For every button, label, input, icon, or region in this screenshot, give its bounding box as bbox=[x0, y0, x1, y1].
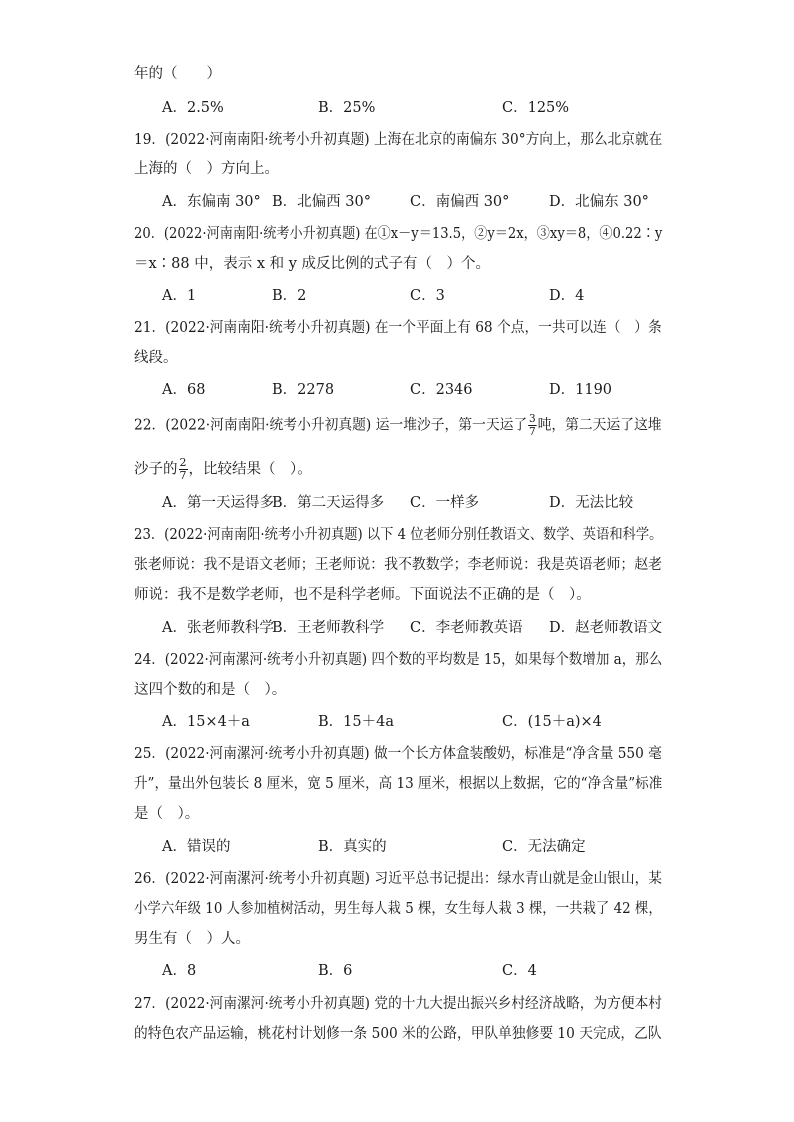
q22-option-d: D．无法比较 bbox=[549, 495, 634, 511]
q26-line-3: 男生有（ ）人。 bbox=[134, 931, 250, 947]
q24-line-2: 这四个数的和是（ ）。 bbox=[134, 682, 287, 698]
q23-option-b: B．王老师教科学 bbox=[272, 620, 385, 636]
q25-option-b: B．真实的 bbox=[318, 839, 387, 855]
q23-option-a: A．张老师教科学 bbox=[162, 620, 274, 636]
fraction-denominator: 7 bbox=[179, 469, 187, 482]
fraction-three-sevenths bbox=[528, 413, 537, 438]
fraction-numerator: 2 bbox=[179, 456, 187, 469]
q25-line-1: 25．(2022·河南漯河·统考小升初真题) 做一个长方体盒装酸奶，标准是“净含量 550 毫 bbox=[134, 746, 662, 762]
q22-line-2-start: 沙子的 bbox=[134, 461, 178, 478]
q22-option-c: C．一样多 bbox=[410, 495, 480, 511]
q23-line-3: 师说：我不是数学老师，也不是科学老师。下面说法不正确的是（ ）。 bbox=[134, 587, 591, 603]
q26-option-b: B．6 bbox=[318, 963, 353, 979]
q20-line-1: 20．(2022·河南南阳·统考小升初真题) 在①x－y＝13.5，②y＝2x，③xy＝8，④0.22∶y bbox=[134, 226, 663, 242]
q23-option-c: C．李老师教英语 bbox=[410, 620, 523, 636]
q19-line-1: 19．(2022·河南南阳·统考小升初真题) 上海在北京的南偏东 30°方向上，那么北京就在 bbox=[134, 132, 663, 148]
q20-line-2: ＝x∶88 中，表示 x 和 y 成反比例的式子有（ ）个。 bbox=[134, 256, 491, 272]
q24-option-c: C．(15＋a)×4 bbox=[502, 714, 602, 730]
q26-line-2: 小学六年级 10 人参加植树活动，男生每人栽 5 棵，女生每人栽 3 棵，一共栽了 42 棵， bbox=[134, 901, 662, 917]
q20-option-b: B．2 bbox=[272, 288, 307, 304]
q19-line-2: 上海的（ ）方向上。 bbox=[134, 161, 279, 177]
q19-option-a: A．东偏南 30° bbox=[162, 194, 261, 210]
q23-option-d: D．赵老师教语文 bbox=[549, 620, 663, 636]
q19-option-c: C．南偏西 30° bbox=[410, 194, 510, 210]
q22-line-1-end: 吨，第二天运了这堆 bbox=[537, 417, 662, 434]
q19-option-b: B．北偏西 30° bbox=[272, 194, 371, 210]
q22-option-b: B．第二天运得多 bbox=[272, 495, 385, 511]
q27-line-1: 27．(2022·河南漯河·统考小升初真题) 党的十九大提出振兴乡村经济战略，为方便本村 bbox=[134, 996, 662, 1012]
q25-option-a: A．错误的 bbox=[162, 839, 231, 855]
q21-option-b: B．2278 bbox=[272, 382, 335, 398]
q27-line-2: 的特色农产品运输，桃花村计划修一条 500 米的公路，甲队单独修要 10 天完成，乙队 bbox=[134, 1026, 662, 1042]
q22-option-a: A．第一天运得多 bbox=[162, 495, 274, 511]
fraction-numerator: 3 bbox=[529, 412, 536, 425]
q22-line-1-start: 22．(2022·河南南阳·统考小升初真题) 运一堆沙子，第一天运了 bbox=[134, 417, 528, 434]
q18-tail: 年的（ ） bbox=[134, 66, 221, 82]
q20-option-d: D．4 bbox=[549, 288, 585, 304]
q18-option-b: B．25% bbox=[318, 100, 376, 116]
q21-line-1: 21．(2022·河南南阳·统考小升初真题) 在一个平面上有 68 个点，一共可以连（ ）条 bbox=[134, 320, 662, 336]
q24-option-b: B．15＋4a bbox=[318, 714, 394, 730]
q21-line-2: 线段。 bbox=[134, 350, 178, 366]
q23-line-1: 23．(2022·河南南阳·统考小升初真题) 以下 4 位老师分别任教语文、数学、英语和科学。 bbox=[134, 527, 663, 543]
q20-option-c: C．3 bbox=[410, 288, 445, 304]
q21-option-d: D．1190 bbox=[549, 382, 613, 398]
q19-option-d: D．北偏东 30° bbox=[549, 194, 649, 210]
q24-option-a: A．15×4＋a bbox=[162, 714, 250, 730]
q26-option-a: A．8 bbox=[162, 963, 197, 979]
q21-option-c: C．2346 bbox=[410, 382, 473, 398]
q26-option-c: C．4 bbox=[502, 963, 537, 979]
q23-line-2: 张老师说：我不是语文老师；王老师说：我不教数学；李老师说：我是英语老师；赵老 bbox=[134, 557, 663, 573]
q18-option-a: A．2.5% bbox=[162, 100, 224, 116]
q26-line-1: 26．(2022·河南漯河·统考小升初真题) 习近平总书记提出：绿水青山就是金山银山，某 bbox=[134, 871, 662, 887]
q25-line-3: 是（ ）。 bbox=[134, 806, 200, 822]
q22-line-2 bbox=[134, 457, 312, 482]
q22-line-1 bbox=[134, 413, 662, 438]
q25-option-c: C．无法确定 bbox=[502, 839, 586, 855]
q20-option-a: A．1 bbox=[162, 288, 197, 304]
q24-line-1: 24．(2022·河南漯河·统考小升初真题) 四个数的平均数是 15，如果每个数增加 a，那么 bbox=[134, 652, 663, 668]
fraction-two-sevenths bbox=[179, 457, 188, 482]
q21-option-a: A．68 bbox=[162, 382, 206, 398]
fraction-denominator: 7 bbox=[529, 425, 536, 438]
q22-line-2-end: ，比较结果（ ）。 bbox=[188, 461, 312, 478]
q25-line-2: 升”，量出外包装长 8 厘米，宽 5 厘米，高 13 厘米，根据以上数据，它的“净含量”标准 bbox=[134, 776, 663, 792]
q18-option-c: C．125% bbox=[502, 100, 570, 116]
